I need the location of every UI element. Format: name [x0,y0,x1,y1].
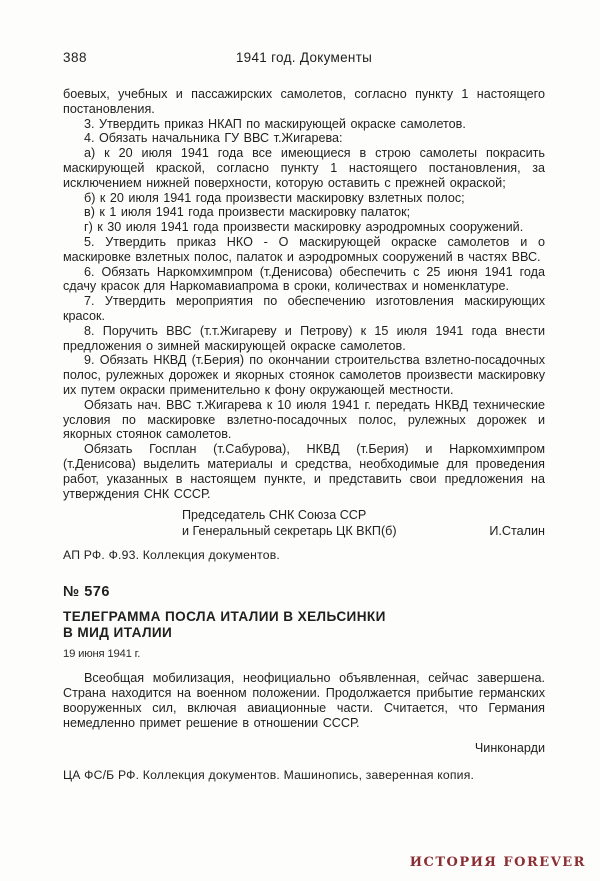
body-paragraph: Обязать нач. ВВС т.Жигарева к 10 июля 1941 г. передать НКВД технические условия по маскировке взлетно-посадочных полос, рулежных дорожек и якорных стоянок самолетов. [63,397,545,442]
body-paragraph: 5. Утвердить приказ НКО - О маскирующей окраске самолетов и о маскировке взлетных полос, палаток и аэродромных сооружений в частях ВВС. [63,234,545,264]
signature-role-line: Председатель СНК Союза ССР [182,508,367,523]
archive-source: АП РФ. Ф.93. Коллекция документов. [63,548,280,563]
body-paragraph: 3. Утвердить приказ НКАП по маскирующей окраске самолетов. [84,116,466,131]
signature-name: Чинконарди [474,740,545,755]
document-576 [63,584,545,781]
body-paragraph: 7. Утвердить мероприятия по обеспечению изготовления маскирующих красок. [63,294,545,323]
body-paragraph: а) к 20 июля 1941 года все имеющиеся в строю самолеты покрасить маскирующей краской, согласно пункту 1 настоящего постановления, за исключением нижней поверхности, которую оставить с прежней окраской; [63,146,545,190]
body-paragraph: Обязать Госплан (т.Сабурова), НКВД (т.Берия) и Наркомхимпром (т.Денисова) выделить материалы и средства, необходимые для проведения работ, указанных в настоящем пункте, и представить свои предложения на утверждения СНК СССР. [63,442,545,501]
signature-name: И.Сталин [489,524,545,539]
body-paragraph: г) к 30 июля 1941 года произвести маскировку аэродромных сооружений. [84,220,524,235]
page-content [63,50,545,782]
document-575 [63,87,545,562]
page-header [63,50,545,66]
archive-source: ЦА ФС/Б РФ. Коллекция документов. Машинопись, заверенная копия. [63,767,475,782]
body-paragraph: боевых, учебных и пассажирских самолетов, согласно пункту 1 настоящего постановления. [63,87,545,116]
body-paragraph: 8. Поручить ВВС (т.т.Жигареву и Петрову) к 15 июля 1941 года внести предложения о зимней маскирующей окраске самолетов. [63,323,545,353]
signature-block [182,507,545,539]
document-title-line: В МИД ИТАЛИИ [63,624,173,640]
document-date: 19 июня 1941 г. [63,648,141,661]
signature-role-line: и Генеральный секретарь ЦК ВКП(б) [182,524,397,539]
body-paragraph: в) к 1 июля 1941 года произвести маскировку палаток; [84,205,411,220]
document-number: № 576 [63,584,110,601]
body-paragraph: 9. Обязать НКВД (т.Берия) по окончании строительства взлетно-посадочных полос, рулежных дорожек и якорных стоянок самолетов произвести маскировку их путем окраски применительно к фону окружающей местности. [63,353,545,397]
signature-roles [182,507,397,539]
document-title [63,609,545,640]
page-number: 388 [63,50,88,65]
body-paragraph: Всеобщая мобилизация, неофициально объявленная, сейчас завершена. Страна находится на военном положении. Продолжается прибытие германских вооруженных сил, включая авиационные части. Считается, что Германия немедленно примет решение в отношении СССР. [63,671,545,730]
document-title-line: ТЕЛЕГРАММА ПОСЛА ИТАЛИИ В ХЕЛЬСИНКИ [63,609,386,625]
body-paragraph: 6. Обязать Наркомхимпром (т.Денисова) обеспечить с 25 июня 1941 года сдачу красок для Наркомавиапрома в сроки, количествах и номенклатуре. [63,264,545,294]
running-title: 1941 год. Документы [235,50,373,65]
body-paragraph: 4. Обязать начальника ГУ ВВС т.Жигарева: [84,131,343,146]
body-paragraph: б) к 20 июля 1941 года произвести маскировку взлетных полос; [84,190,465,205]
watermark: ИСТОРИЯ FOREVER [409,855,586,870]
